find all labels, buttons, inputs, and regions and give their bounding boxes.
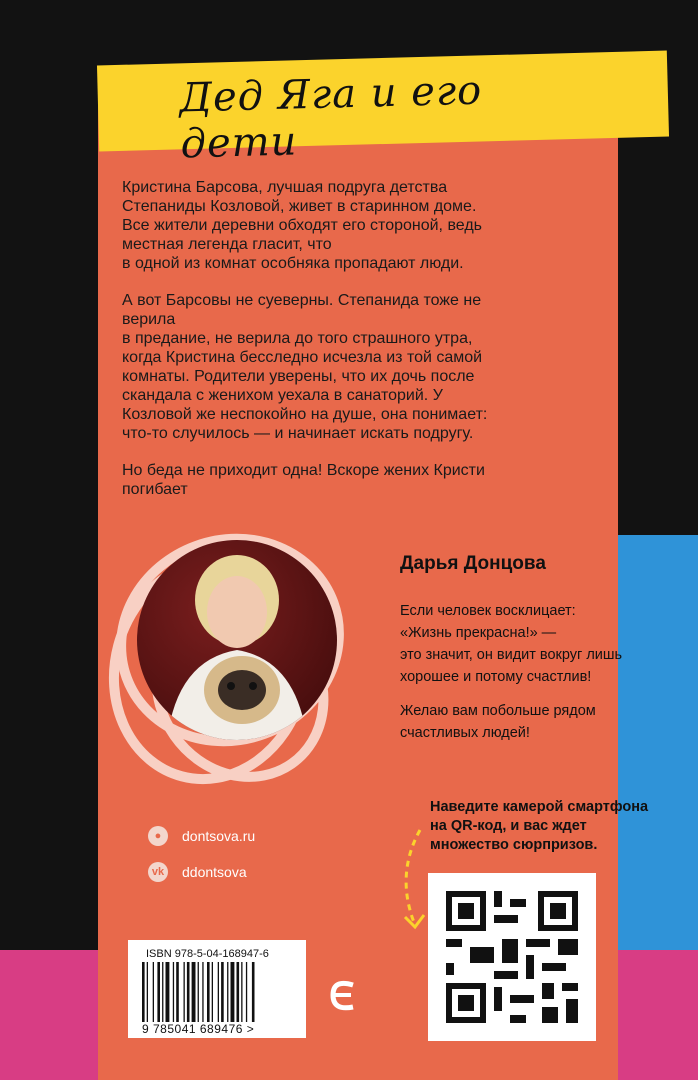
barcode-bar <box>227 962 228 1022</box>
author-quote <box>400 600 630 756</box>
vk-text: ddontsova <box>182 864 247 880</box>
barcode-bar <box>241 962 242 1022</box>
book-title: Дед Яга и его дети <box>178 67 483 168</box>
blurb-paragraph: Кристина Барсова, лучшая подруга детства Степаниды Козловой, живет в старинном доме. Все жители деревни обходят его стороной, ведь местная легенда гласит, что в одной из комнат особняка пропадают люди. <box>122 179 482 272</box>
social-links <box>148 826 255 898</box>
blurb <box>122 178 552 517</box>
barcode-bar <box>246 962 247 1022</box>
barcode-bar <box>198 962 199 1022</box>
blurb-paragraph: А вот Барсовы не суеверны. Степанида тоже не верила в предание, не верила до того страшного утра, когда Кристина бесследно исчезла из той самой комнаты. Родители уверены, что их дочь после скандала с женихом уехала в санаторий. У Козловой же неспокойно на душе, она понимает: что-то случилось — и начинает искать подругу. <box>122 292 488 442</box>
globe-icon: ● <box>148 826 168 846</box>
website-link[interactable] <box>148 826 255 846</box>
barcode-bar <box>142 962 145 1022</box>
quote-paragraph: Желаю вам побольше рядом счастливых людей! <box>400 703 596 741</box>
barcode <box>128 940 306 1038</box>
barcode-bar <box>218 962 219 1022</box>
quote-paragraph: Если человек восклицает: «Жизнь прекрасна!» — это значит, он видит вокруг лишь хорошее и потому счастлив! <box>400 603 623 685</box>
barcode-number: 9 785041 689476 > <box>142 1022 255 1036</box>
barcode-bar <box>176 962 179 1022</box>
vk-link[interactable] <box>148 862 255 882</box>
barcode-bar <box>173 962 174 1022</box>
blurb-paragraph: Но беда не приходит одна! Вскоре жених Кристи погибает <box>122 462 485 498</box>
barcode-bar <box>162 962 163 1022</box>
barcode-bar <box>184 962 185 1022</box>
barcode-bar <box>221 962 224 1022</box>
barcode-bars <box>142 962 294 1022</box>
barcode-bar <box>207 962 210 1022</box>
author-name: Дарья Донцова <box>400 553 546 574</box>
barcode-bar <box>202 962 203 1022</box>
qr-code[interactable] <box>428 873 596 1041</box>
barcode-bar <box>212 962 213 1022</box>
author-portrait-illustration <box>137 540 337 740</box>
barcode-bar <box>153 962 154 1022</box>
barcode-bar <box>157 962 160 1022</box>
barcode-bar <box>237 962 240 1022</box>
isbn-text: ISBN 978-5-04-168947-6 <box>146 948 269 960</box>
publisher-logo-icon <box>325 975 365 1015</box>
qr-code-pattern <box>428 873 596 1041</box>
website-text: dontsova.ru <box>182 828 256 844</box>
qr-caption: Наведите камерой смартфона на QR-код, и вас ждет множество сюрпризов. <box>430 799 649 853</box>
barcode-bar <box>252 962 255 1022</box>
vk-icon: vk <box>148 862 168 882</box>
author-photo <box>137 540 337 740</box>
barcode-bar <box>231 962 235 1022</box>
barcode-bar <box>166 962 170 1022</box>
barcode-bar <box>147 962 148 1022</box>
barcode-bar <box>192 962 196 1022</box>
barcode-bar <box>187 962 190 1022</box>
